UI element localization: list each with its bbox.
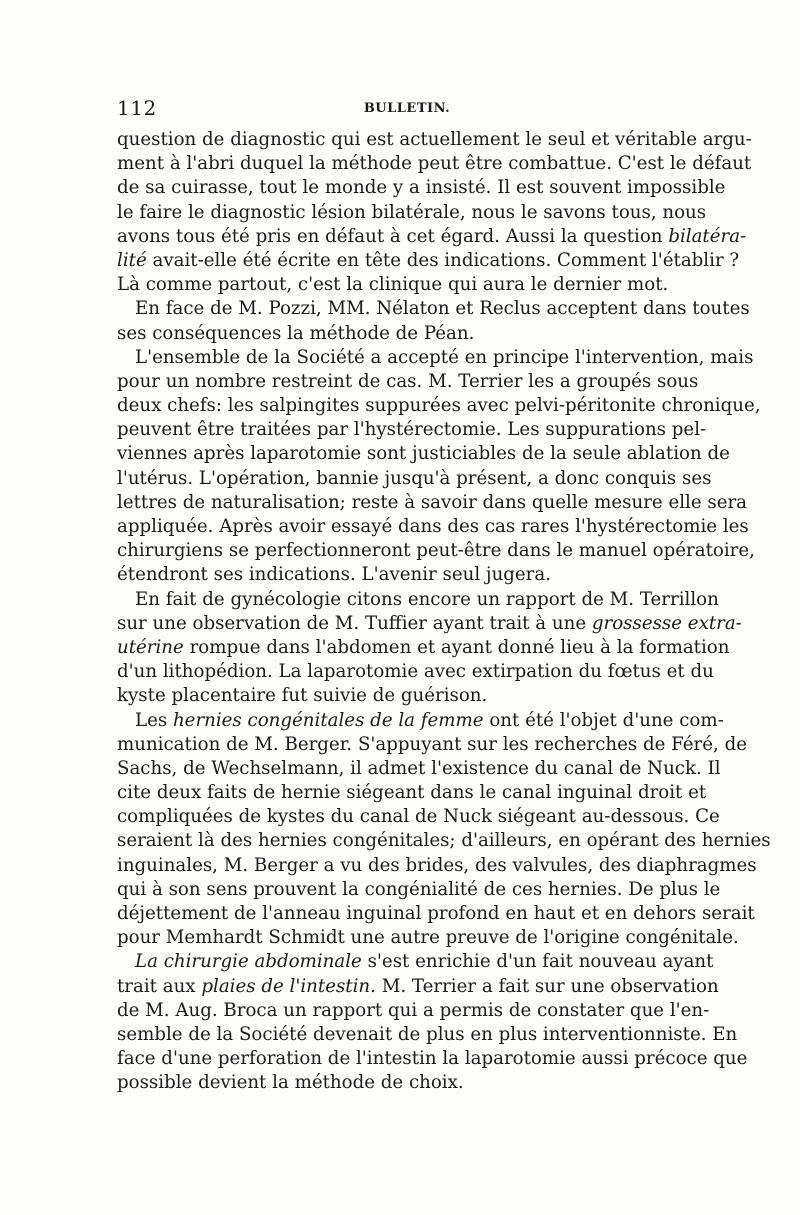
italic-text: plaies de l'intestin. <box>201 975 376 997</box>
text-segment: Les <box>135 709 173 731</box>
text-segment: déjettement de l'anneau inguinal profond en haut et en dehors serait <box>117 903 755 924</box>
text-segment: seraient là des hernies congénitales; d'ailleurs, en opérant des hernies <box>117 830 771 852</box>
text-line <box>117 612 742 636</box>
text-segment: Là comme partout, c'est la clinique qui aura le dernier mot. <box>117 274 669 296</box>
text-line <box>117 1023 738 1047</box>
text-line <box>117 467 712 491</box>
text-segment: lettres de naturalisation; reste à savoir dans quelle mesure elle sera <box>117 491 748 513</box>
text-line <box>117 781 707 805</box>
text-line <box>117 1047 748 1071</box>
text-segment: L'ensemble de la Société a accepté en principe l'intervention, mais <box>135 346 754 368</box>
text-segment: inguinales, M. Berger a vu des brides, des valvules, des diaphragmes <box>117 854 757 876</box>
text-line <box>117 201 707 225</box>
text-segment: En face de M. Pozzi, MM. Nélaton et Reclus acceptent dans toutes <box>135 298 750 320</box>
text-segment: s'est enrichie d'un fait nouveau ayant <box>361 951 714 973</box>
journal-title: BULLETIN. <box>363 101 451 116</box>
text-segment: M. Terrier a fait sur une observation <box>375 975 719 997</box>
text-segment: pour Memhardt Schmidt une autre preuve de l'origine congénitale. <box>117 927 739 949</box>
text-line <box>117 539 755 563</box>
text-segment: chirurgiens se perfectionneront peut-être dans le manuel opératoire, <box>117 540 755 562</box>
text-line <box>117 152 752 176</box>
text-line <box>117 684 687 708</box>
text-segment: ment à l'abri duquel la méthode peut être combattue. C'est le défaut <box>117 153 752 175</box>
text-segment: possible devient la méthode de choix. <box>117 1072 464 1094</box>
text-line <box>117 370 699 394</box>
text-line <box>117 442 730 466</box>
text-line <box>117 757 721 781</box>
text-line <box>117 926 739 950</box>
italic-text: hernies congénitales de la femme <box>172 709 484 731</box>
text-line <box>117 273 687 297</box>
text-line <box>117 491 748 515</box>
text-line <box>117 563 687 587</box>
text-segment: question de diagnostic qui est actuellement le seul et véritable argu- <box>117 129 752 150</box>
text-line <box>117 999 710 1023</box>
text-segment: qui à son sens prouvent la congénialité de ces hernies. De plus le <box>117 878 721 900</box>
text-line <box>117 878 721 902</box>
text-segment: le faire le diagnostic lésion bilatérale, nous le savons tous, nous <box>117 201 707 223</box>
text-segment: pour un nombre restreint de cas. M. Terrier les a groupés sous <box>117 370 699 392</box>
text-line <box>117 346 754 370</box>
text-segment: Sachs, de Wechselmann, il admet l'existence du canal de Nuck. Il <box>117 757 721 779</box>
text-segment: ont été l'objet d'une com- <box>483 709 724 731</box>
italic-text: grossesse extra- <box>591 612 742 634</box>
text-line <box>117 588 719 612</box>
text-segment: ses conséquences la méthode de Péan. <box>117 322 475 344</box>
text-segment: avons tous été pris en défaut à cet égard. Aussi la question <box>117 225 669 247</box>
italic-text: lité <box>117 249 147 271</box>
italic-text: bilatéra- <box>668 225 747 247</box>
text-line <box>117 418 707 442</box>
text-line <box>117 249 740 273</box>
text-line <box>117 176 726 200</box>
text-line <box>117 128 752 152</box>
text-line <box>117 829 771 853</box>
text-segment: semble de la Société devenait de plus en plus interventionniste. En <box>117 1023 738 1045</box>
text-line <box>117 1071 687 1095</box>
text-segment: deux chefs: les salpingites suppurées avec pelvi-péritonite chronique, <box>117 395 761 417</box>
text-segment: face d'une perforation de l'intestin la laparotomie aussi précoce que <box>117 1048 748 1070</box>
text-segment: rompue dans l'abdomen et ayant donné lieu à la formation <box>183 636 730 658</box>
text-line <box>117 854 757 878</box>
text-line <box>117 950 714 974</box>
text-segment: d'un lithopédion. La laparotomie avec extirpation du fœtus et du <box>117 661 714 683</box>
text-segment: de M. Aug. Broca un rapport qui a permis de constater que l'en- <box>117 999 710 1021</box>
text-segment: appliquée. Après avoir essayé dans des cas rares l'hystérectomie les <box>117 516 749 537</box>
text-line <box>117 805 720 829</box>
text-segment: viennes après laparotomie sont justiciables de la seule ablation de <box>117 443 730 465</box>
text-segment: l'utérus. L'opération, bannie jusqu'à présent, a donc conquis ses <box>117 467 712 489</box>
text-line <box>117 709 724 733</box>
text-segment: kyste placentaire fut suivie de guérison. <box>117 685 488 707</box>
text-segment: En fait de gynécologie citons encore un rapport de M. Terrillon <box>135 588 719 610</box>
text-line <box>117 394 761 418</box>
text-segment: cite deux faits de hernie siégeant dans le canal inguinal droit et <box>117 782 707 804</box>
running-head <box>117 96 687 120</box>
text-segment: étendront ses indications. L'avenir seul jugera. <box>117 564 552 586</box>
text-segment: sur une observation de M. Tuffier ayant trait à une <box>117 612 592 634</box>
page-number: 112 <box>117 96 157 120</box>
italic-text: utérine <box>117 636 184 658</box>
text-line <box>117 660 714 684</box>
text-segment: compliquées de kystes du canal de Nuck siégeant au-dessous. Ce <box>117 806 720 828</box>
text-line <box>117 636 730 660</box>
text-segment: avait-elle été écrite en tête des indications. Comment l'établir ? <box>146 249 740 271</box>
body-text <box>117 128 771 1096</box>
text-segment: de sa cuirasse, tout le monde y a insisté. Il est souvent impossible <box>117 177 726 199</box>
italic-text: La chirurgie abdominale <box>135 951 362 973</box>
text-line <box>117 733 747 757</box>
text-line <box>117 975 719 999</box>
text-segment: peuvent être traitées par l'hystérectomie. Les suppurations pel- <box>117 419 707 441</box>
text-line <box>117 322 687 346</box>
text-line <box>117 902 755 926</box>
text-segment: munication de M. Berger. S'appuyant sur les recherches de Féré, de <box>117 733 747 755</box>
text-segment: trait aux <box>117 975 202 997</box>
text-line <box>117 297 750 321</box>
text-line <box>117 225 747 249</box>
text-line <box>117 515 749 539</box>
